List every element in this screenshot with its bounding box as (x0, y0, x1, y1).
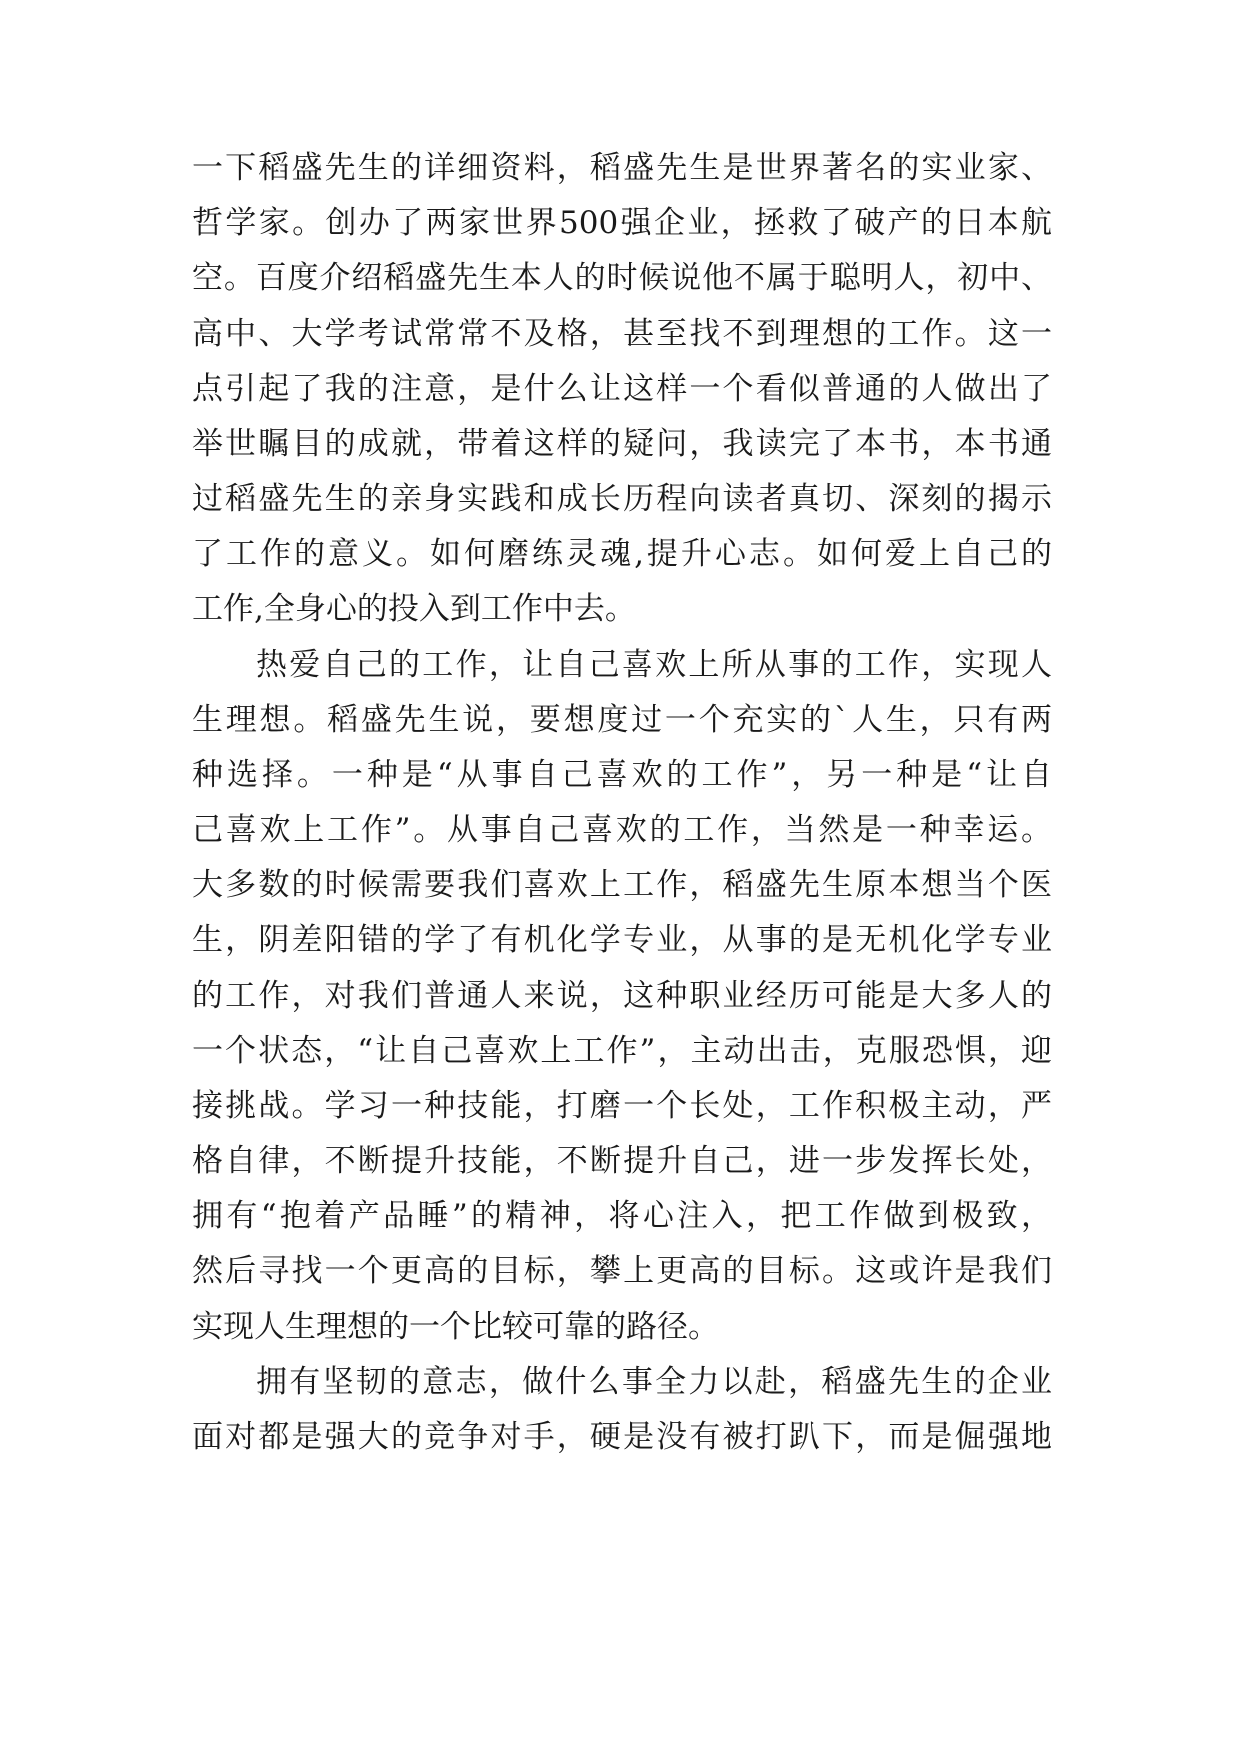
text-line: 生，阴差阳错的学了有机化学专业，从事的是无机化学专业 (192, 922, 1052, 958)
text-line: 拥有“抱着产品睡”的精神，将心注入，把工作做到极致， (192, 1198, 1052, 1234)
paragraph-first-line: 热爱自己的工作，让自己喜欢上所从事的工作，实现人 (256, 647, 1052, 683)
text-line: 举世瞩目的成就，带着这样的疑问，我读完了本书，本书通 (192, 426, 1052, 462)
text-line: 一下稻盛先生的详细资料，稻盛先生是世界著名的实业家、 (192, 150, 1052, 186)
text-line: 接挑战。学习一种技能，打磨一个长处，工作积极主动，严 (192, 1088, 1052, 1124)
text-line: 工作,全身心的投入到工作中去。 (192, 591, 636, 627)
text-line: 点引起了我的注意，是什么让这样一个看似普通的人做出了 (192, 371, 1052, 407)
text-line: 空。百度介绍稻盛先生本人的时候说他不属于聪明人，初中、 (192, 260, 1052, 296)
text-line: 的工作，对我们普通人来说，这种职业经历可能是大多人的 (192, 978, 1052, 1014)
text-line: 过稻盛先生的亲身实践和成长历程向读者真切、深刻的揭示 (192, 481, 1052, 517)
paragraph-first-line: 拥有坚韧的意志，做什么事全力以赴，稻盛先生的企业 (256, 1364, 1052, 1400)
text-line: 高中、大学考试常常不及格，甚至找不到理想的工作。这一 (192, 316, 1052, 352)
text-line: 面对都是强大的竞争对手，硬是没有被打趴下，而是倔强地 (192, 1419, 1052, 1455)
text-line: 己喜欢上工作”。从事自己喜欢的工作，当然是一种幸运。 (192, 812, 1052, 848)
text-line: 种选择。一种是“从事自己喜欢的工作”，另一种是“让自 (192, 757, 1052, 793)
text-line: 格自律，不断提升技能，不断提升自己，进一步发挥长处， (192, 1143, 1052, 1179)
text-line: 一个状态，“让自己喜欢上工作”，主动出击，克服恐惧，迎 (192, 1033, 1052, 1069)
text-line: 大多数的时候需要我们喜欢上工作，稻盛先生原本想当个医 (192, 867, 1052, 903)
text-line: 了工作的意义。如何磨练灵魂,提升心志。如何爱上自己的 (192, 536, 1052, 572)
text-line: 实现人生理想的一个比较可靠的路径。 (192, 1309, 719, 1345)
text-line: 生理想。稻盛先生说，要想度过一个充实的`人生，只有两 (192, 702, 1052, 738)
text-line: 然后寻找一个更高的目标，攀上更高的目标。这或许是我们 (192, 1253, 1052, 1289)
text-line: 哲学家。创办了两家世界500强企业，拯救了破产的日本航 (192, 205, 1052, 241)
